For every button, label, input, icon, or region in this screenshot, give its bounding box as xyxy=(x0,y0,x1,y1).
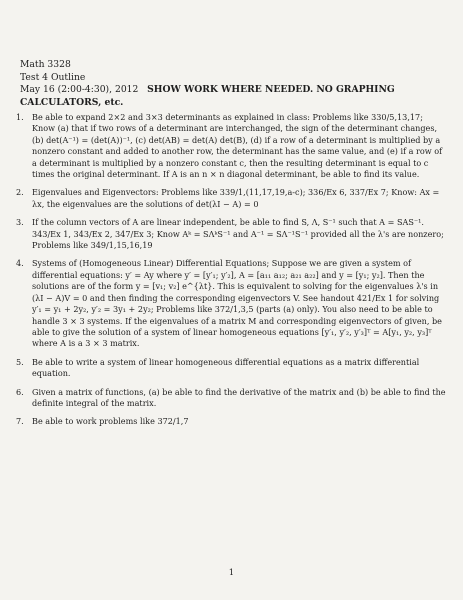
item-number: 4. xyxy=(16,258,24,269)
item-text: If the column vectors of A are linear independent, be able to find S, Λ, S⁻¹ such that A = SAS⁻¹. 343/Ex 1, 343/Ex 2, 347/Ex 3; Know Aᵏ = SΛᵏS⁻¹ and A⁻¹ = SΛ⁻¹S⁻¹ provided all the λ's are nonzero; Problems like 349/1,15,16,19 xyxy=(32,217,444,251)
exam-date: May 16 (2:00-4:30), 2012 xyxy=(20,84,139,96)
item-text: Given a matrix of functions, (a) be able to find the derivative of the matrix and (b) be able to find the definite integral of the matrix. xyxy=(32,386,446,408)
item-number: 7. xyxy=(16,416,24,427)
item-number: 2. xyxy=(16,187,24,198)
outline-item-2 xyxy=(16,187,448,210)
outline-item-4 xyxy=(16,258,448,349)
item-text: Eigenvalues and Eigenvectors: Problems like 339/1,(11,17,19,a-c); 336/Ex 6, 337/Ex 7; Know: Ax = λx, the eigenvalues are the solutions of det(λI − A) = 0 xyxy=(32,187,440,209)
outline-list xyxy=(16,112,448,435)
item-text: Be able to work problems like 372/1,7 xyxy=(32,416,189,427)
outline-item-7 xyxy=(16,416,448,427)
instruction-bold: SHOW WORK WHERE NEEDED. NO GRAPHING xyxy=(147,84,395,96)
item-text: Be able to write a system of linear homogeneous differential equations as a matrix differential equation. xyxy=(32,356,420,379)
item-number: 6. xyxy=(16,386,24,397)
date-line xyxy=(20,84,395,97)
page-number: 1 xyxy=(228,568,235,578)
outline-item-5 xyxy=(16,357,448,380)
outline-item-6 xyxy=(16,387,448,410)
instruction-bold-cont: CALCULATORS, etc. xyxy=(20,96,124,108)
item-text: Be able to expand 2×2 and 3×3 determinants as explained in class: Problems like 330/5,13,17; Know (a) that if two rows of a determinant are interchanged, the sign of the determinant changes, (b) det(A⁻¹) = (det(A))⁻¹, (c) det(AB) = det(A) det(B), (d) if a row of a determinant is multiplied by a nonzero constant and added to another row, the determinant has the same value, and (e) if a row of a determinant is multiplied by a nonzero constant c, then the resulting determinant is equal to c times the original determinant. If A is an n × n diagonal determinant, be able to find its value. xyxy=(32,112,443,180)
item-number: 5. xyxy=(16,356,24,367)
outline-item-3 xyxy=(16,217,448,251)
item-number: 1. xyxy=(16,112,24,122)
document-header xyxy=(20,59,395,109)
outline-item-1 xyxy=(16,112,448,180)
item-text: Systems of (Homogeneous Linear) Differential Equations; Suppose we are given a system of differential equations: y′ = Ay where y′ = [y′₁; y′₂], A = [a₁₁ a₁₂; a₂₁ a₂₂] and y = [y₁; y₂]. Then the solutions are of the form y = [v₁; v₂] e^{λt}. This is equivalent to solving for the eigenvalues λ's in (λI − A)V = 0 and then finding the corresponding eigenvectors V. See handout 421/Ex 1 for solving y′₁ = y₁ + 2y₂, y′₂ = 3y₁ + 2y₂; Problems like 372/1,3,5 (parts (a) only). You also need to be able to handle 3 × 3 systems. If the eigenvalues of a matrix M and corresponding eigenvectors of given, be able to give the solution of a system of linear homogeneous equations [y′₁, y′₂, y′₃]ᵀ = A[y₁, y₂, y₃]ᵀ where A is a 3 × 3 matrix. xyxy=(32,258,442,349)
test-title: Test 4 Outline xyxy=(20,71,86,83)
course-name: Math 3328 xyxy=(20,59,71,70)
item-number: 3. xyxy=(16,217,24,228)
